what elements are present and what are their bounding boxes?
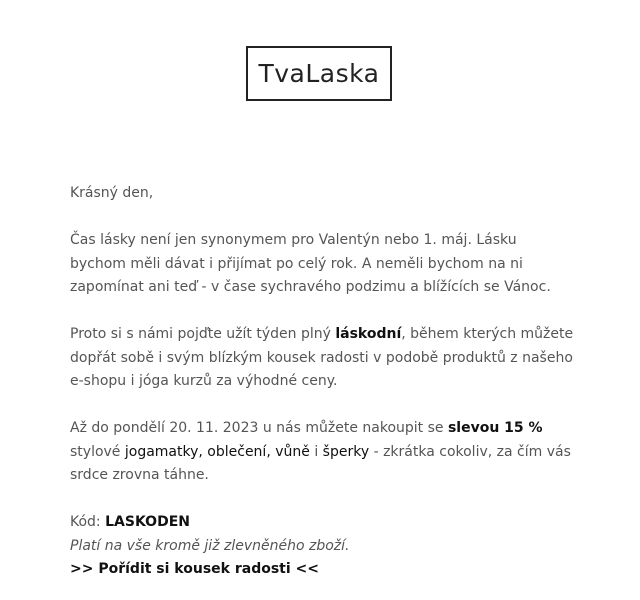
email-body [70, 182, 575, 582]
greeting: Krásný den, [70, 185, 154, 201]
promo-code-line [70, 511, 575, 535]
paragraph-discount-start: Až do pondělí 20. 11. 2023 u nás můžete nakoupit se [70, 420, 448, 436]
paragraph-offer [70, 323, 575, 394]
discount-highlight: slevou 15 % [447, 420, 543, 436]
paragraph-offer-end: , během kterých můžete dopřát sobě i svým blízkým kousek radosti v podobě produktů z našeho e-shopu i jóga kurzů za výhodné ceny. [70, 326, 574, 389]
paragraph-discount-end: - zkrátka cokoliv, za čím vás srdce zrovna táhne. [70, 443, 571, 483]
logo-text: TvaLaska [258, 59, 380, 88]
paragraph-intro: Čas lásky není jen synonymem pro Valentýn nebo 1. máj. Lásku bychom měli dávat i přijímat po celý rok. A neměli bychom na ni zapomínat ani teď - v čase sychravého podzimu a blížících se Vánoc. [70, 232, 551, 295]
promo-block [70, 511, 575, 582]
product-categories: jogamatky, oblečení, vůně [124, 443, 310, 460]
cta-link[interactable]: >> Pořídit si kousek radosti << [70, 561, 319, 577]
promo-code-value: LASKODEN [105, 514, 190, 530]
paragraph-discount-and: i [309, 443, 323, 460]
highlight-laskodni: láskodní [335, 326, 402, 342]
jewelry-label: šperky [322, 443, 370, 460]
paragraph-offer-start: Proto si s námi pojďte užít týden plný [70, 326, 336, 342]
paragraph-discount [70, 417, 575, 488]
paragraph-discount-mid: stylové [70, 443, 125, 460]
promo-note: Platí na vše kromě již zlevněného zboží. [70, 537, 350, 554]
logo-box[interactable] [246, 46, 392, 101]
promo-code-label: Kód: [70, 514, 106, 530]
